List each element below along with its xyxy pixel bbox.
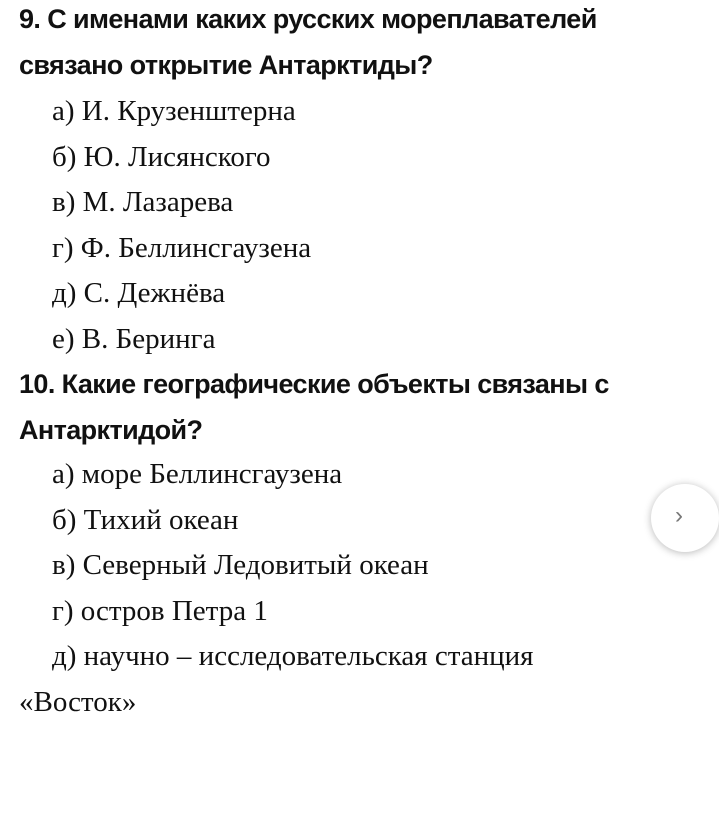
option-item: г) остров Петра 1 [52,594,268,627]
option-item: а) И. Крузенштерна [52,95,296,127]
question-9-options [0,89,679,362]
option-item: д) С. Дежнёва [52,277,226,309]
option-item: в) Северный Ледовитый океан [52,549,429,581]
option-item: б) Тихий океан [52,503,239,536]
arrow-icon: › [675,502,683,529]
option-item: б) Ю. Лисянского [52,140,271,173]
option-item: д) научно – исследовательская станция [52,640,534,672]
question-10-heading: 10. Какие географические объекты связаны с Антарктидой? [19,369,609,445]
option-item: е) В. Беринга [52,322,216,355]
option-item: в) М. Лазарева [52,186,234,218]
option-item: г) Ф. Беллинсгаузена [52,231,312,264]
question-10-options [0,452,679,680]
option-item: а) море Беллинсгаузена [52,458,343,490]
floating-scroll-button[interactable] [651,484,719,552]
question-9-heading: 9. С именами каких русских мореплавателей связано открытие Антарктиды? [19,4,597,80]
option-continuation: «Восток» [19,686,137,718]
